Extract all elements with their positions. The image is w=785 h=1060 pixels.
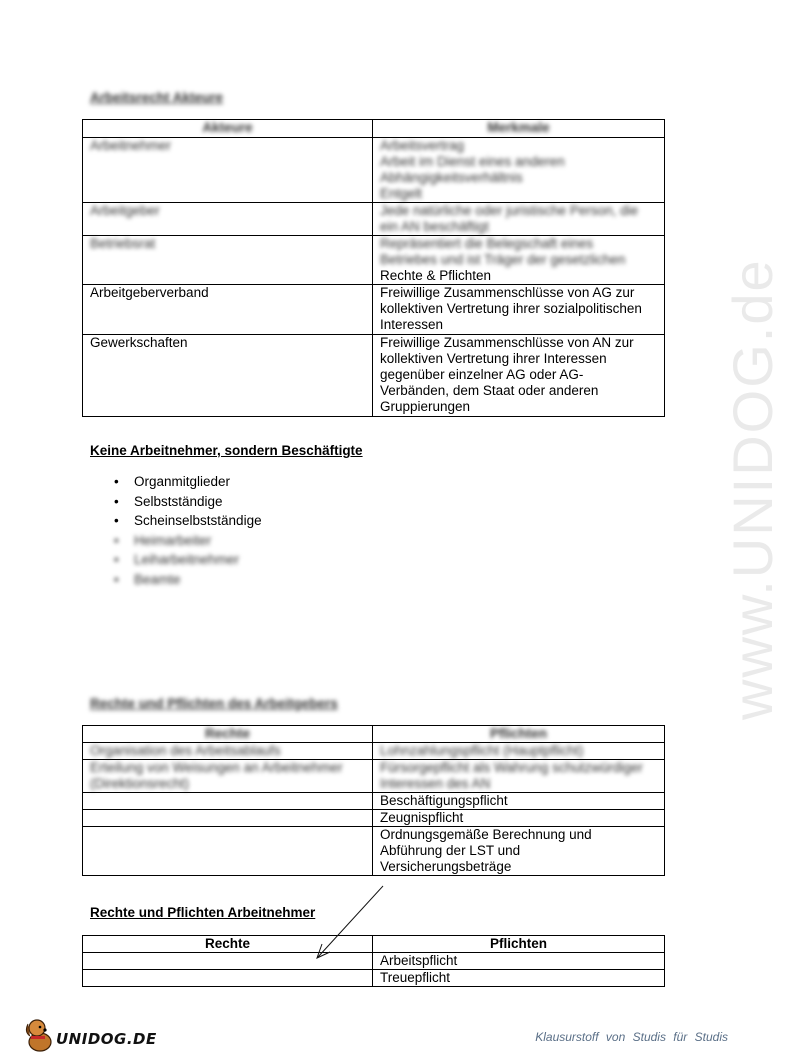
section-heading-arbeitgeber: Rechte und Pflichten des Arbeitgebers bbox=[90, 696, 338, 711]
akteur-cell: Betriebsrat bbox=[83, 236, 373, 285]
section-heading-akteure: Arbeitsrecht Akteure bbox=[90, 90, 224, 105]
merkmale-cell: Repräsentiert die Belegschaft eines Betriebes und ist Träger der gesetzlichen Rechte & Pflichten bbox=[373, 236, 665, 285]
list-item: • Organmitglieder bbox=[90, 472, 262, 492]
column-header-pflichten: Pflichten bbox=[373, 726, 665, 743]
dog-icon bbox=[22, 1016, 58, 1054]
merkmale-cell: Arbeitsvertrag Arbeit im Dienst eines anderen Abhängigkeitsverhältnis Entgelt bbox=[373, 138, 665, 203]
akteur-cell: Gewerkschaften bbox=[83, 335, 373, 417]
list-item: • Selbstständige bbox=[90, 492, 262, 512]
merkmale-cell: Freiwillige Zusammenschlüsse von AG zur kollektiven Vertretung ihrer sozialpolitischen Interessen bbox=[373, 285, 665, 335]
column-header-pflichten: Pflichten bbox=[373, 936, 665, 953]
akteur-cell: Arbeitnehmer bbox=[83, 138, 373, 203]
pflichten-cell: Ordnungsgemäße Berechnung und Abführung der LST und Versicherungsbeträge bbox=[373, 827, 665, 876]
pflichten-cell: Fürsorgepflicht als Wahrung schutzwürdiger Interessen des AN bbox=[373, 760, 665, 793]
watermark-text: www.UNIDOG.de bbox=[721, 258, 784, 720]
column-header-rechte: Rechte bbox=[83, 936, 373, 953]
list-item: • Heimarbeiter bbox=[90, 531, 262, 551]
rechte-cell: Organisation des Arbeitsablaufs bbox=[83, 743, 373, 760]
footer-tagline: Klausurstoff von Studis für Studis bbox=[535, 1030, 728, 1044]
akteur-cell: Arbeitgeberverband bbox=[83, 285, 373, 335]
list-item: • Beamte bbox=[90, 570, 262, 590]
unidog-logo bbox=[22, 1016, 162, 1056]
pflichten-cell: Lohnzahlungspflicht (Hauptpflicht) bbox=[373, 743, 665, 760]
column-header-rechte: Rechte bbox=[83, 726, 373, 743]
column-header-merkmale: Merkmale bbox=[373, 120, 665, 138]
merkmale-cell: Jede natürliche oder juristische Person, die ein AN beschäftigt bbox=[373, 203, 665, 236]
list-item: • Scheinselbstständige bbox=[90, 511, 262, 531]
logo-text: UNIDOG.DE bbox=[56, 1030, 157, 1048]
akteur-cell: Arbeitgeber bbox=[83, 203, 373, 236]
section-heading-beschaeftigte: Keine Arbeitnehmer, sondern Beschäftigte bbox=[90, 443, 363, 458]
pflichten-cell: Beschäftigungspflicht bbox=[373, 793, 665, 810]
column-header-akteure: Akteure bbox=[83, 120, 373, 138]
section-heading-arbeitnehmer: Rechte und Pflichten Arbeitnehmer bbox=[90, 905, 316, 920]
merkmale-cell: Freiwillige Zusammenschlüsse von AN zur kollektiven Vertretung ihrer Interessen gegenüber einzelner AG oder AG- Verbänden, dem Staat oder anderen Gruppierungen bbox=[373, 335, 665, 417]
pflichten-cell: Treuepflicht bbox=[373, 970, 665, 987]
pflichten-cell: Arbeitspflicht bbox=[373, 953, 665, 970]
list-item: • Leiharbeitnehmer bbox=[90, 550, 262, 570]
pflichten-cell: Zeugnispflicht bbox=[373, 810, 665, 827]
rechte-cell: Erteilung von Weisungen an Arbeitnehmer (Direktionsrecht) bbox=[83, 760, 373, 793]
